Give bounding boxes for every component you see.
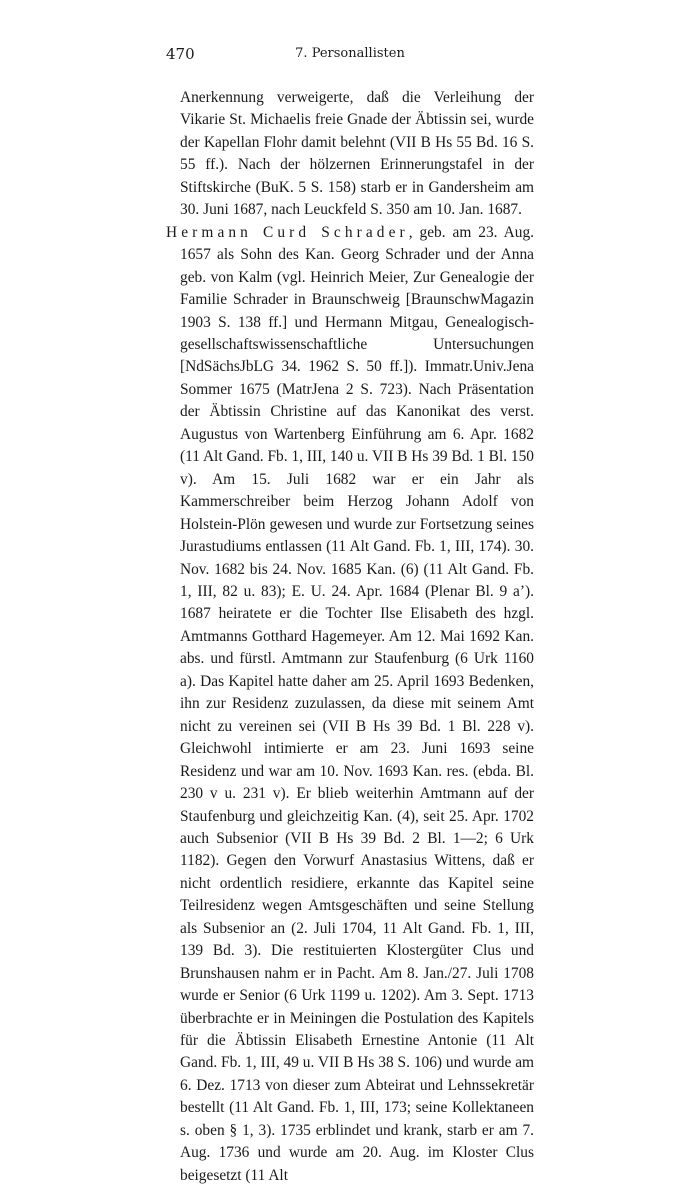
- running-title: 7. Personallisten: [295, 46, 405, 61]
- entry-person-name: Hermann Curd Schrader: [166, 223, 409, 241]
- entry-continuation: Anerkennung verweigerte, daß die Verleihung der Vikarie St. Michaelis freie Gnade der Äbtissin sei, wurde der Kapellan Flohr damit belehnt (VII B Hs 55 Bd. 16 S. 55 ff.). Nach der hölzernen Erinnerungstafel in der Stiftskirche (BuK. 5 S. 158) starb er in Gandersheim am 30. Juni 1687, nach Leuckfeld S. 350 am 10. Jan. 1687.: [180, 89, 534, 219]
- entry-biography-text: , geb. am 23. Aug. 1657 als Sohn des Kan. Georg Schrader und der Anna geb. von Kalm (vgl. Heinrich Meier, Zur Genealogie der Familie Schrader in Braunschweig [BraunschwMagazin 1903 S. 138 ff.] und Hermann Mitgau, Genealogisch-gesellschaftswissenschaftliche Untersuchungen [NdSächsJbLG 34. 1962 S. 50 ff.]). Immatr.Univ.Jena Sommer 1675 (MatrJena 2 S. 723). Nach Präsentation der Äbtissin Christine auf das Kanonikat des verst. Augustus von Wartenberg Einführung am 6. Apr. 1682 (11 Alt Gand. Fb. 1, III, 140 u. VII B Hs 39 Bd. 1 Bl. 150 v). Am 15. Juli 1682 war er ein Jahr als Kammerschreiber beim Herzog Johann Adolf von Holstein-Plön gewesen und wurde zur Fortsetzung seines Jurastudiums entlassen (11 Alt Gand. Fb. 1, III, 174). 30. Nov. 1682 bis 24. Nov. 1685 Kan. (6) (11 Alt Gand. Fb. 1, III, 82 u. 83); E. U. 24. Apr. 1684 (Plenar Bl. 9 a’). 1687 heiratete er die Tochter Ilse Elisabeth des hzgl. Amtmanns Gotthard Hagemeyer. Am 12. Mai 1692 Kan. abs. und fürstl. Amtmann zur Staufenburg (6 Urk 1160 a). Das Kapitel hatte daher am 25. April 1693 Bedenken, ihn zur Residenz zuzulassen, da diese mit seinem Amt nicht zu vereinen sei (VII B Hs 39 Bd. 1 Bl. 228 v). Gleichwohl intimierte er am 23. Juni 1693 seine Residenz und war am 10. Nov. 1693 Kan. res. (ebda. Bl. 230 v u. 231 v). Er blieb weiterhin Amtmann auf der Staufenburg und gleichzeitig Kan. (4), seit 25. Apr. 1702 auch Subsenior (VII B Hs 39 Bd. 2 Bl. 1—2; 6 Urk 1182). Gegen den Vorwurf Anastasius Wittens, daß er nicht ordentlich residiere, erkannte das Kapitel seine Teilresidenz wegen Amtsgeschäften und seine Stellung als Subsenior an (2. Juli 1704, 11 Alt Gand. Fb. 1, III, 139 Bd. 3). Die restituierten Klostergüter Clus und Brunshausen nahm er in Pacht. Am 8. Jan./27. Juli 1708 wurde er Senior (6 Urk 1199 u. 1202). Am 3. Sept. 1713 überbrachte er in Meiningen die Postulation des Kapitels für die Äbtissin Elisabeth Ernestine Antonie (11 Alt Gand. Fb. 1, III, 49 u. VII B Hs 38 S. 106) und wurde am 6. Dez. 1713 von dieser zum Abteirat und Lehnssekretär bestellt (11 Alt Gand. Fb. 1, III, 173; seine Kollektaneen s. oben § 1, 3). 1735 erblindet und krank, starb er am 7. Aug. 1736 und wurde am 20. Aug. im Kloster Clus beigesetzt (11 Alt: [180, 223, 534, 1184]
- entry-hermann-curd-schrader: [166, 222, 534, 1187]
- page-header: [166, 44, 534, 68]
- page-number: 470: [166, 45, 195, 63]
- body-text: [166, 87, 534, 1187]
